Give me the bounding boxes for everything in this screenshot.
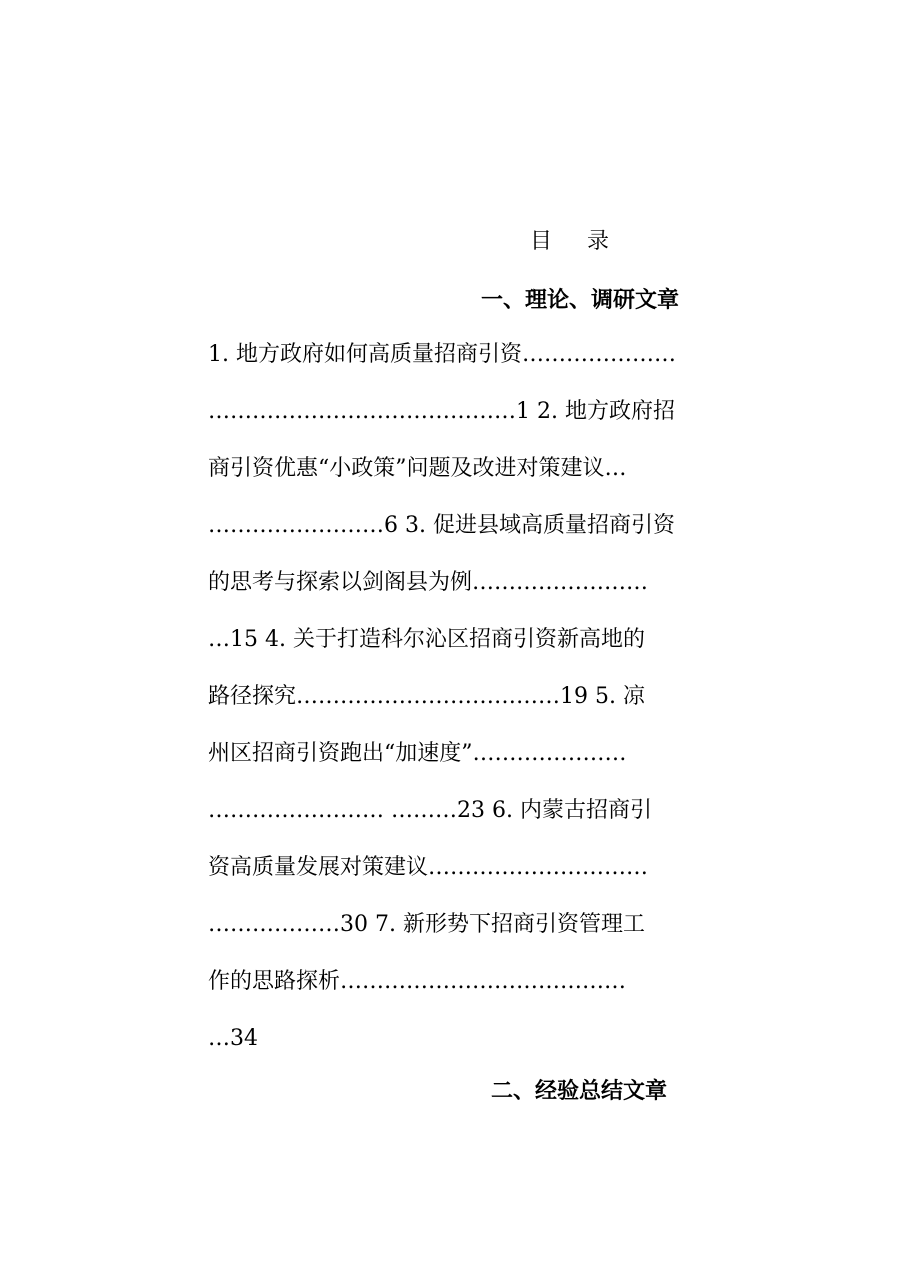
toc-line: ……………………………………1 2. 地方政府招 [208,399,675,424]
toc-line: …………………… ………23 6. 内蒙古招商引 [208,798,652,823]
toc-title: 目 录 [530,229,623,254]
toc-line: …15 4. 关于打造科尔沁区招商引资新高地的 [208,627,645,652]
toc-line: 的思考与探索以剑阁县为例…………………… [208,570,649,595]
section-heading-experience: 二、经验总结文章 [491,1079,668,1104]
toc-entries [208,326,728,1067]
toc-line: 1. 地方政府如何高质量招商引资………………… [208,342,676,367]
section-heading-theory: 一、理论、调研文章 [481,288,680,313]
toc-line: 商引资优惠“小政策”问题及改进对策建议… [208,456,627,481]
toc-line: …34 [208,1026,258,1051]
toc-line: 路径探究………………………………19 5. 凉 [208,684,645,709]
toc-line: 资高质量发展对策建议………………………… [208,855,649,880]
toc-line: 州区招商引资跑出“加速度”………………… [208,741,627,766]
toc-line: ………………30 7. 新形势下招商引资管理工 [208,912,645,937]
toc-line: ……………………6 3. 促进县域高质量招商引资 [208,513,675,538]
toc-line: 作的思路探析………………………………… [208,969,627,994]
